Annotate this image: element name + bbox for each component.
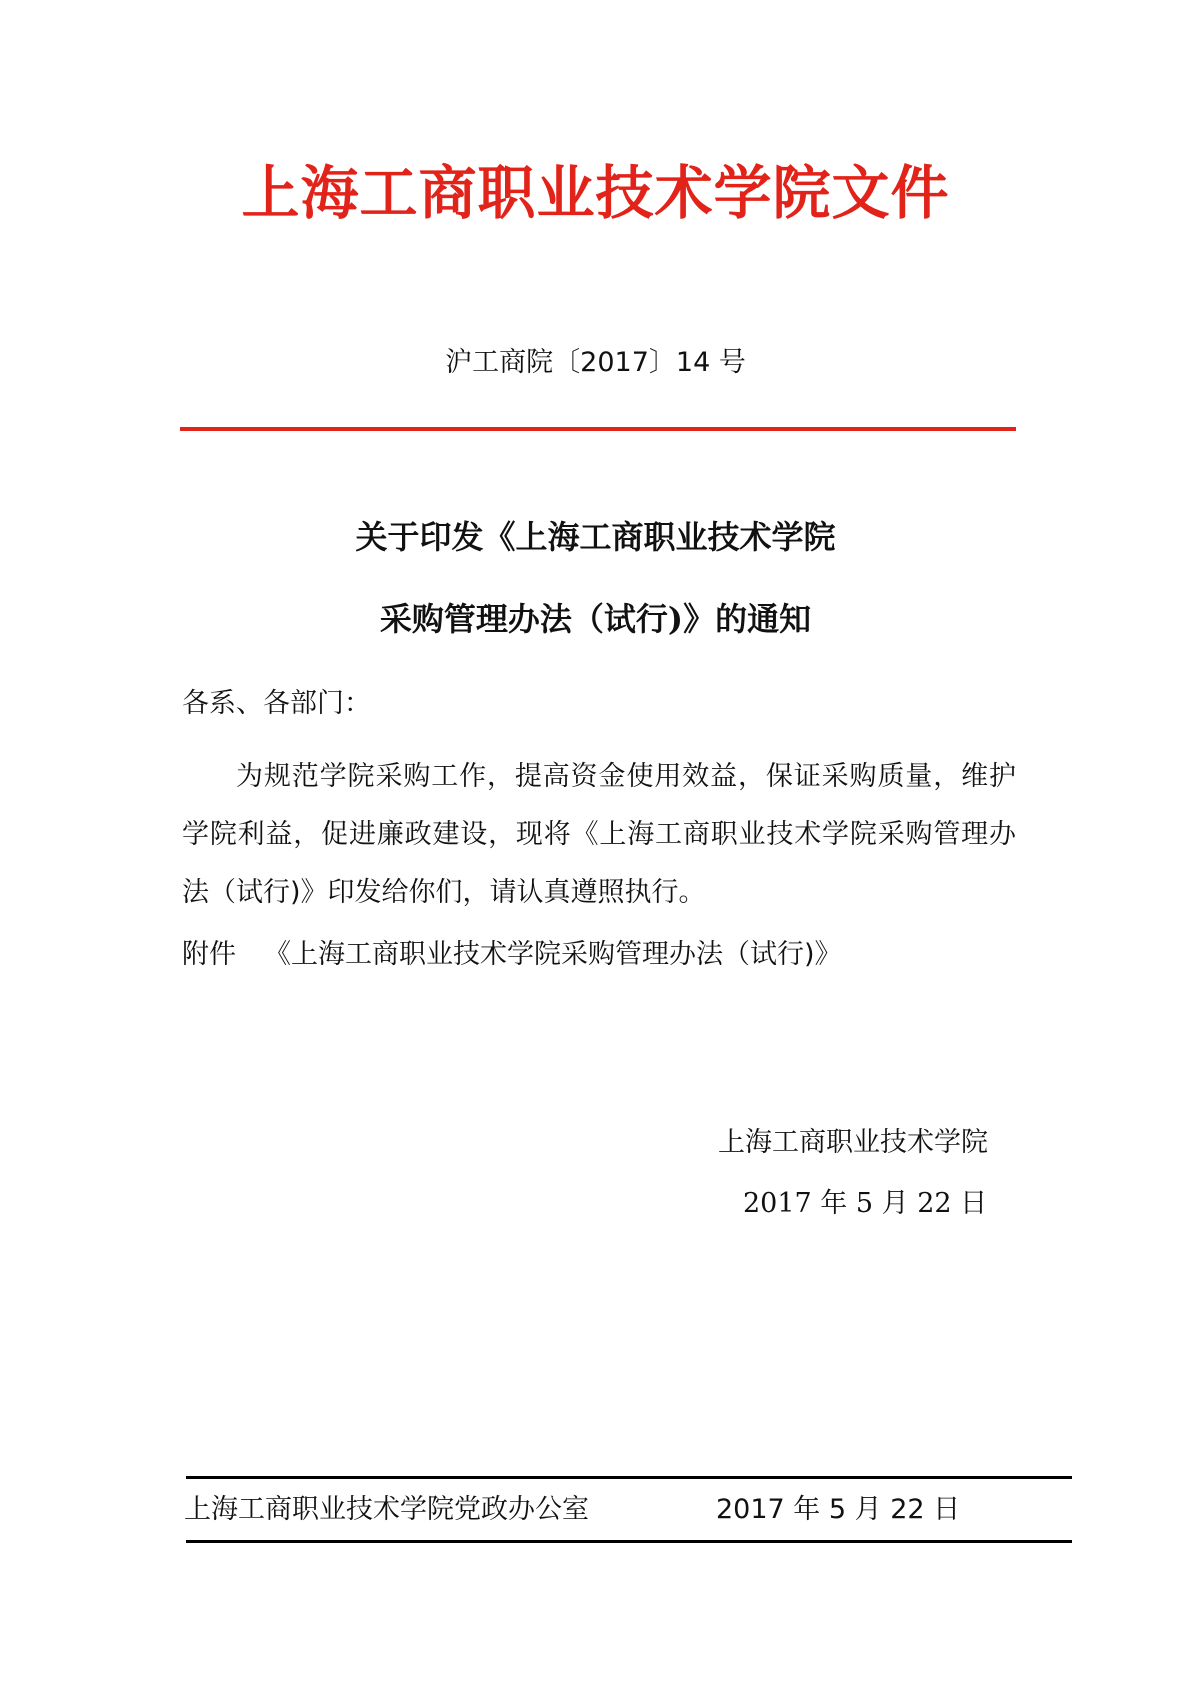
footer-office: 上海工商职业技术学院党政办公室 [184, 1494, 589, 1525]
body-paragraph: 为规范学院采购工作，提高资金使用效益，保证采购质量，维护学院利益，促进廉政建设，现将《上海工商职业技术学院采购管理办法（试行)》印发给你们，请认真遵照执行。 [182, 761, 1016, 908]
footer-divider-top [186, 1476, 1072, 1479]
footer-date: 2017 年 5 月 22 日 [716, 1494, 961, 1525]
attachment-label: 附件 [182, 939, 236, 970]
notice-title-line-2: 采购管理办法（试行)》的通知 [379, 600, 812, 638]
salutation: 各系、各部门： [182, 688, 371, 719]
footer-divider-bottom [186, 1540, 1072, 1543]
attachment-line [182, 937, 842, 973]
notice-title [0, 496, 1191, 660]
document-header-title: 上海工商职业技术学院文件 [241, 159, 950, 227]
attachment-title: 《上海工商职业技术学院采购管理办法（试行)》 [264, 939, 842, 970]
signature-organization: 上海工商职业技术学院 [718, 1127, 988, 1158]
signature-date: 2017 年 5 月 22 日 [743, 1188, 988, 1219]
notice-title-line-1: 关于印发《上海工商职业技术学院 [355, 518, 836, 556]
document-number: 沪工商院〔2017〕14 号 [445, 347, 746, 378]
red-divider [180, 427, 1016, 431]
